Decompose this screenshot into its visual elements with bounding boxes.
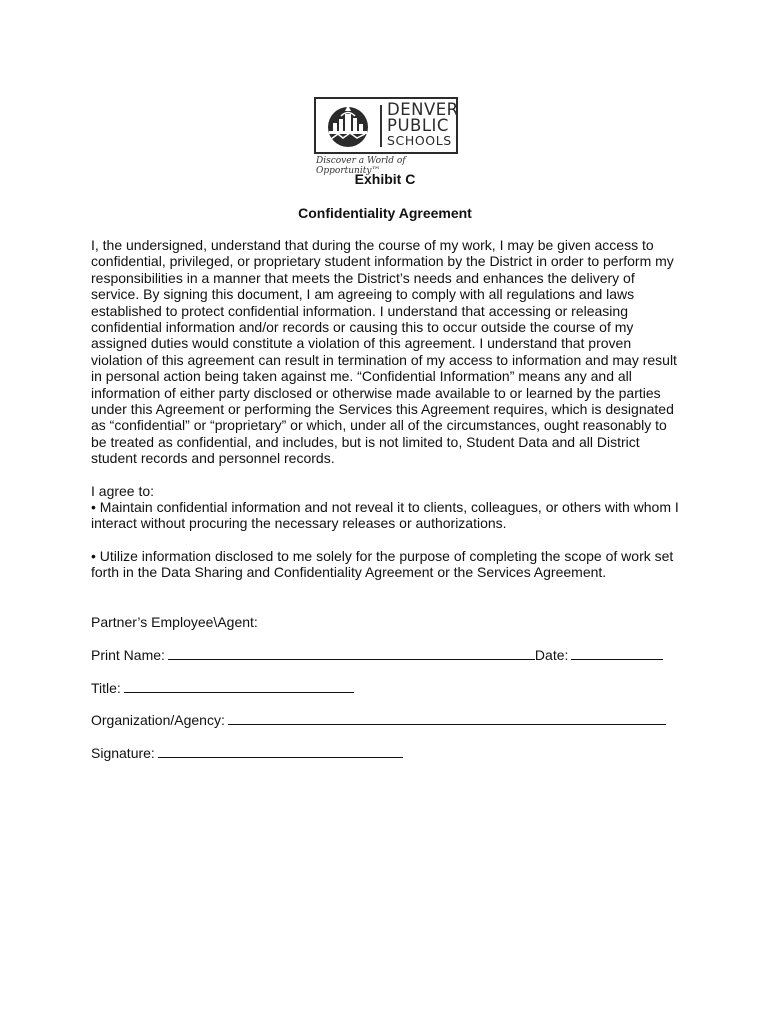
district-logo xyxy=(314,97,458,154)
signature-line[interactable] xyxy=(158,745,403,758)
logo-tagline: Discover a World of Opportunity™ xyxy=(316,156,406,176)
agreement-paragraph: I, the undersigned, understand that during the course of my work, I may be given access to confidential, privileged, or proprietary student information by the District in order to perform my responsibilities in a manner that meets the District’s needs and enhances the delivery of service. By signing this document, I am agreeing to comply with all regulations and laws established to protect confidential information. I understand that accessing or releasing confidential information and/or records or causing this to occur outside the course of my assigned duties would constitute a violation of this agreement. I understand that proven violation of this agreement can result in termination of my access to information and may result in personal action being taken against me. “Confidential Information” means any and all information of either party disclosed or otherwise made available to or learned by the parties under this Agreement or performing the Services this Agreement requires, which is designated as “confidential” or “proprietary” or which, under all of the circumstances, ought reasonably to be treated as confidential, and includes, but is not limited to, Student Data and all District student records and personnel records. xyxy=(91,237,677,467)
exhibit-heading xyxy=(0,171,770,187)
agreement-bullet-1: • Maintain confidential information and not reveal it to clients, colleagues, or others with whom I interact without procuring the necessary releases or authorizations. xyxy=(91,499,679,532)
agreement-bullet-2: • Utilize information disclosed to me solely for the purpose of completing the scope of work set forth in the Data Sharing and Confidentiality Agreement or the Services Agreement. xyxy=(91,548,674,581)
signature-row xyxy=(91,745,403,761)
logo-divider xyxy=(380,105,382,147)
agree-intro: I agree to: xyxy=(91,483,155,499)
signature-heading: Partner’s Employee\Agent: xyxy=(91,614,258,630)
print-name-row xyxy=(91,647,663,663)
exhibit-heading-text: Exhibit C xyxy=(354,171,416,187)
agreement-title: Confidentiality Agreement xyxy=(298,205,472,221)
date-label: Date: xyxy=(534,647,569,663)
print-name-label: Print Name: xyxy=(91,647,165,663)
logo-wordmark xyxy=(387,102,459,148)
logo-word-public: PUBLIC xyxy=(387,116,449,135)
organization-line[interactable] xyxy=(228,712,666,725)
logo-word-denver: DENVER xyxy=(387,100,459,119)
logo-word-schools: SCHOOLS xyxy=(387,133,452,148)
title-row xyxy=(91,680,354,696)
title-line[interactable] xyxy=(124,680,354,693)
organization-row xyxy=(91,712,666,728)
title-label: Title: xyxy=(91,680,121,696)
denver-skyline-icon xyxy=(321,103,375,149)
signature-label: Signature: xyxy=(91,745,155,761)
organization-label: Organization/Agency: xyxy=(91,712,225,728)
date-line[interactable] xyxy=(571,647,663,660)
print-name-line[interactable] xyxy=(168,647,535,660)
